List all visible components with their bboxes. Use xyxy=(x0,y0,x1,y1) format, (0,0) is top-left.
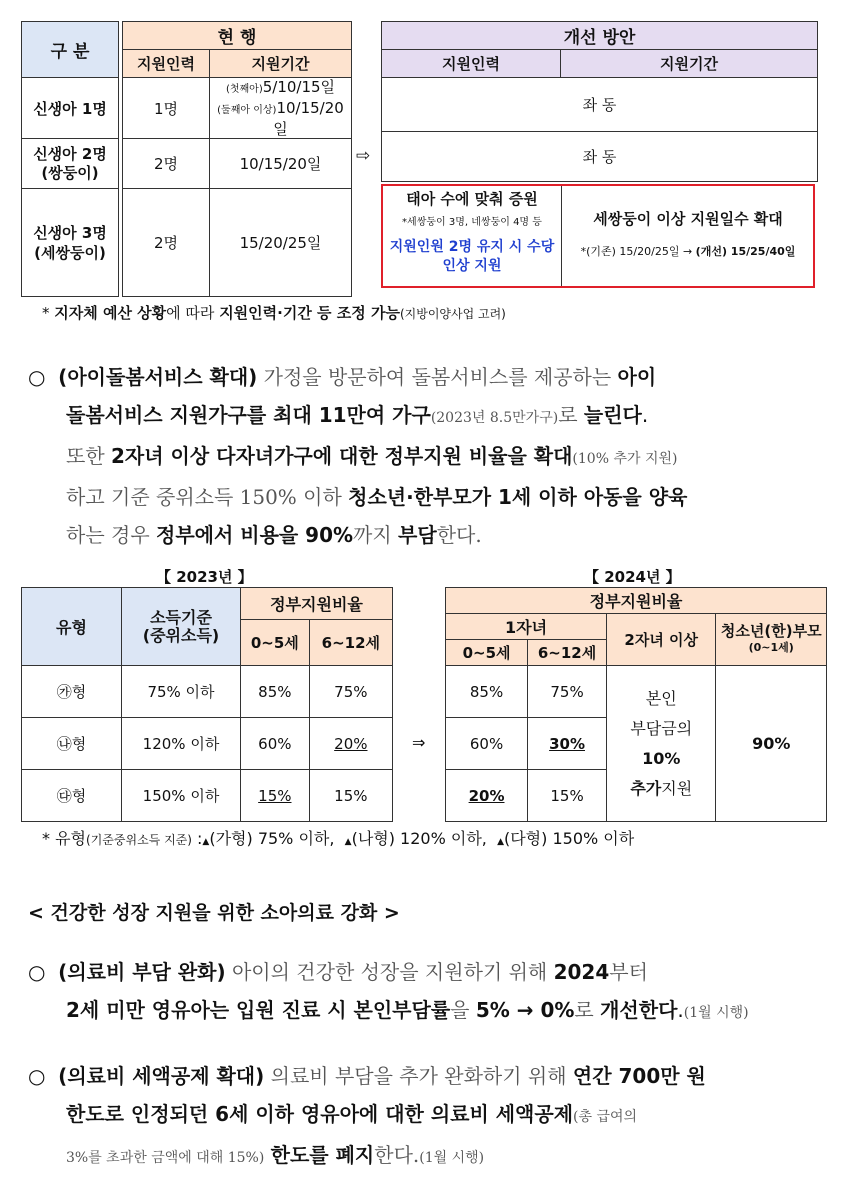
cell-income: 150% 이하 xyxy=(122,770,241,822)
row-force: 2명 xyxy=(123,139,210,189)
caption-2023: 【 2023년 】 xyxy=(156,568,253,586)
cell-rate-a: 60% xyxy=(241,718,310,770)
box-right-note: *(기존) 15/20/25일 → (개선) 15/25/40일 xyxy=(580,245,796,258)
cell-rate-a: 20% xyxy=(446,770,528,822)
cell-income: 75% 이하 xyxy=(122,666,241,718)
row-label: 신생아 1명 xyxy=(22,78,119,139)
table-2023 xyxy=(21,587,393,822)
cell-rate-a: 85% xyxy=(446,666,528,718)
header-type: 유형 xyxy=(22,588,122,666)
triangle-icon: ▲ xyxy=(497,837,504,847)
cell-type: ㉯형 xyxy=(22,718,122,770)
cell-rate-a: 15% xyxy=(241,770,310,822)
arrow-double-right-icon: ⇒ xyxy=(412,733,426,752)
header-improve: 개선 방안 xyxy=(382,22,818,50)
paragraph-tax-deduction: ○ (의료비 세액공제 확대) 의료비 부담을 추가 완화하기 위해 연간 700만 원 한도로 인정되던 6세 이하 영유아에 대한 의료비 세액공제(총 급여의 3%를 초과한 금액에 대해 15%) 한도를 폐지한다.(1월 시행) xyxy=(28,1064,706,1167)
header-age-6-12: 6~12세 xyxy=(528,640,607,666)
cell-second-child: 본인 부담금의 10% 추가지원 xyxy=(607,666,716,822)
header-age-0-5: 0~5세 xyxy=(446,640,528,666)
cell-rate-b: 75% xyxy=(309,666,392,718)
header-rate: 정부지원비율 xyxy=(241,588,393,620)
cell-type: ㉰형 xyxy=(22,770,122,822)
row-improve: 좌 동 xyxy=(382,78,818,132)
cell-rate-b: 15% xyxy=(528,770,607,822)
header-second-child: 2자녀 이상 xyxy=(607,614,716,666)
row-label: 신생아 2명 (쌍둥이) xyxy=(22,139,119,189)
row-period: (첫째아)5/10/15일 (둘째아 이상)10/15/20일 xyxy=(210,78,352,139)
cell-rate-b: 15% xyxy=(309,770,392,822)
box-right-title: 세쌍둥이 이상 지원일수 확대 xyxy=(593,210,783,228)
cell-income: 120% 이하 xyxy=(122,718,241,770)
row-period: 10/15/20일 xyxy=(210,139,352,189)
row-label: 신생아 3명 (세쌍둥이) xyxy=(22,189,119,297)
header-improve-force: 지원인력 xyxy=(382,50,561,78)
header-improve-period: 지원기간 xyxy=(561,50,818,78)
header-current: 현 행 xyxy=(123,22,352,50)
row-force: 2명 xyxy=(123,189,210,297)
triangle-icon: ▲ xyxy=(344,837,352,847)
table-current xyxy=(21,21,352,297)
cell-rate-b: 75% xyxy=(528,666,607,718)
cell-rate-b: 20% xyxy=(309,718,392,770)
section-title: < 건강한 성장 지원을 위한 소아의료 강화 > xyxy=(28,902,400,924)
header-current-force: 지원인력 xyxy=(123,50,210,78)
triangle-icon: ▲ xyxy=(202,837,210,847)
note-type: * 유형(기준중위소득 지준) :▲(가형) 75% 이하, ▲(나형) 120% 이하, ▲(다형) 150% 이하 xyxy=(42,829,635,848)
arrow-right-icon: ⇨ xyxy=(356,146,371,166)
paragraph-medical-cost: ○ (의료비 부담 완화) 아이의 건강한 성장을 지원하기 위해 2024부터 2세 미만 영유아는 입원 진료 시 본인부담률을 5% → 0%로 개선한다.(1월 시행) xyxy=(28,960,749,1022)
box-blue: 지원인원 2명 유지 시 수당 인상 지원 xyxy=(389,239,555,274)
cell-rate-a: 60% xyxy=(446,718,528,770)
improvement-box xyxy=(381,184,815,288)
header-single-parent: 청소년(한)부모 (0~1세) xyxy=(716,614,827,666)
header-age-0-5: 0~5세 xyxy=(241,620,310,666)
paragraph-childcare: ○ (아이돌봄서비스 확대) 가정을 방문하여 돌봄서비스를 제공하는 아이 돌봄서비스 지원가구를 최대 11만여 가구(2023년 8.5만가구)로 늘린다. 또한 2자녀 이상 다자녀가구에 대한 정부지원 비율을 확대(10% 추가 지원) 하고 기준 중위소득 150% 이하 청소년·한부모가 1세 이하 아동을 양육 하는 경우 정부에서 비용을 90%까지 부담한다. xyxy=(28,365,688,547)
header-current-period: 지원기간 xyxy=(210,50,352,78)
header-rate: 정부지원비율 xyxy=(446,588,827,614)
cell-single-parent: 90% xyxy=(716,666,827,822)
header-income: 소득기준 (중위소득) xyxy=(122,588,241,666)
cell-type: ㉮형 xyxy=(22,666,122,718)
row-improve: 좌 동 xyxy=(382,132,818,182)
row-period: 15/20/25일 xyxy=(210,189,352,297)
box-title: 태아 수에 맞춰 증원 xyxy=(406,190,538,208)
note-budget: * 지자체 예산 상황에 따라 지원인력·기간 등 조정 가능(지방이양사업 고려) xyxy=(42,304,506,322)
box-note: *세쌍둥이 3명, 네쌍둥이 4명 등 xyxy=(402,217,542,228)
row-force: 1명 xyxy=(123,78,210,139)
header-gubun: 구 분 xyxy=(22,22,119,78)
header-first-child: 1자녀 xyxy=(446,614,607,640)
table-2024 xyxy=(445,587,827,822)
header-age-6-12: 6~12세 xyxy=(309,620,392,666)
cell-rate-a: 85% xyxy=(241,666,310,718)
caption-2024: 【 2024년 】 xyxy=(584,568,681,586)
cell-rate-b: 30% xyxy=(528,718,607,770)
